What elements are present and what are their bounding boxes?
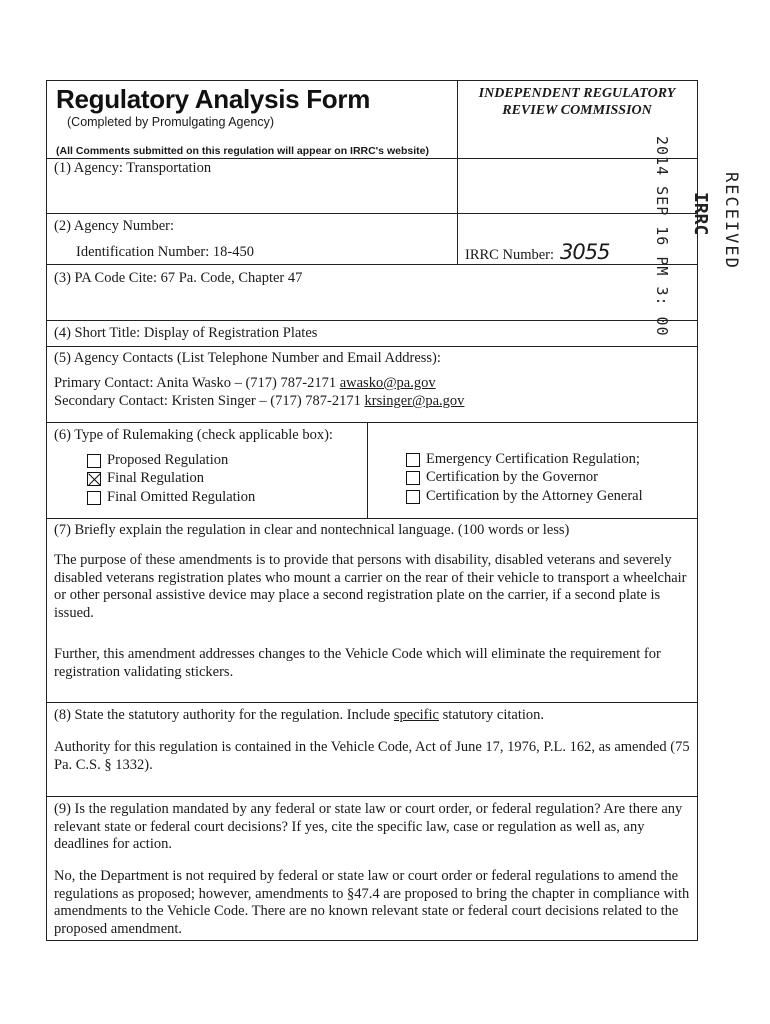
- irrc-number-label: IRRC Number:: [465, 247, 555, 263]
- rulemaking-heading: (6) Type of Rulemaking (check applicable box):: [54, 427, 333, 443]
- primary-contact: [54, 375, 436, 392]
- option-certification-governor[interactable]: [406, 469, 598, 486]
- checkbox-emergency[interactable]: [406, 453, 420, 467]
- agency-field: (1) Agency: Transportation: [54, 160, 212, 176]
- section-7-paragraph-1: The purpose of these amendments is to provide that persons with disability, disabled veterans and severely disabled veterans registration plates who mount a carrier on the rear of their vehicle to transport a wheelchair or other personal assistive device may place a second registration plate on the carrier, if a second plate is issued.: [54, 552, 687, 621]
- agency-row: [47, 159, 697, 214]
- irrc-stamp: IRRC: [690, 192, 711, 236]
- pa-code-row: [47, 265, 697, 321]
- option-label: Proposed Regulation: [107, 452, 229, 468]
- secondary-contact: [54, 393, 464, 410]
- pa-code-cite: (3) PA Code Cite: 67 Pa. Code, Chapter 47: [54, 270, 303, 286]
- primary-email-link[interactable]: awasko@pa.gov: [339, 375, 436, 391]
- rulemaking-row: [47, 423, 697, 519]
- option-label: Final Regulation: [107, 470, 205, 486]
- checkbox-attorney-general[interactable]: [406, 490, 420, 504]
- contacts-heading: (5) Agency Contacts (List Telephone Number and Email Address):: [54, 350, 441, 366]
- identification-number: Identification Number: 18-450: [76, 244, 254, 260]
- section-7-paragraph-2: Further, this amendment addresses changes to the Vehicle Code which will eliminate the requirement for registration validating stickers.: [54, 646, 661, 680]
- checkbox-final-checked[interactable]: [87, 472, 101, 486]
- regulatory-analysis-form: [46, 80, 698, 941]
- commission-title-line2: REVIEW COMMISSION: [502, 103, 652, 118]
- section-8-heading-emphasis: specific: [393, 707, 439, 723]
- agency-number-row: [47, 214, 697, 265]
- commission-title-line1: INDEPENDENT REGULATORY: [478, 86, 676, 101]
- short-title-row: [47, 321, 697, 347]
- section-7-row: [47, 519, 697, 703]
- checkbox-final-omitted[interactable]: [87, 491, 101, 505]
- option-label: Final Omitted Regulation: [107, 489, 256, 505]
- option-emergency-certification[interactable]: [406, 451, 640, 468]
- rulemaking-divider: [367, 423, 368, 518]
- irrc-number-value: 3055: [560, 240, 610, 264]
- option-label: Certification by the Attorney General: [426, 488, 643, 504]
- section-9-paragraph: No, the Department is not required by federal or state law or court order or federal regulations to amend the regulations as proposed; however, amendments to §47.4 are proposed to bring the chapter in compliance with amendments to the Vehicle Code. There are no known relevant state or federal court decisions related to the proposed amendment.: [54, 868, 690, 937]
- section-8-row: [47, 703, 697, 797]
- form-subtitle: (Completed by Promulgating Agency): [67, 115, 275, 129]
- option-final-regulation[interactable]: [87, 470, 204, 487]
- form-header-left: [47, 81, 458, 159]
- received-date-stamp: 2014 SEP 16 PM 3: 00: [653, 136, 671, 337]
- irrc-divider: [457, 214, 458, 264]
- section-8-heading-text: (8) State the statutory authority for the regulation. Include: [54, 707, 394, 723]
- option-final-omitted[interactable]: [87, 489, 255, 506]
- comments-note: (All Comments submitted on this regulation will appear on IRRC's website): [56, 145, 429, 157]
- section-8-paragraph: Authority for this regulation is contained in the Vehicle Code, Act of June 17, 1976, P.L. 162, as amended (75 Pa. C.S. § 1332).: [54, 739, 690, 773]
- short-title: (4) Short Title: Display of Registration Plates: [54, 325, 318, 341]
- section-9-row: [47, 797, 697, 941]
- agency-number-label: (2) Agency Number:: [54, 218, 174, 234]
- section-7-heading: (7) Briefly explain the regulation in clear and nontechnical language. (100 words or less): [54, 522, 570, 538]
- checkbox-governor[interactable]: [406, 471, 420, 485]
- option-proposed-regulation[interactable]: [87, 452, 228, 469]
- contacts-row: [47, 347, 697, 423]
- form-header: [47, 81, 697, 159]
- option-certification-attorney-general[interactable]: [406, 488, 643, 505]
- section-8-heading-tail: statutory citation.: [438, 707, 545, 723]
- checkbox-proposed[interactable]: [87, 454, 101, 468]
- commission-title: [457, 85, 697, 119]
- option-label: Emergency Certification Regulation;: [426, 451, 640, 467]
- received-stamp: RECEIVED: [721, 172, 741, 270]
- form-title: Regulatory Analysis Form: [56, 84, 371, 114]
- irrc-number: [465, 240, 609, 264]
- option-label: Certification by the Governor: [426, 469, 598, 485]
- section-8-heading: [54, 707, 544, 724]
- section-9-heading: (9) Is the regulation mandated by any federal or state law or court order, or federal regulation? Are there any relevant state or federal court decisions? If yes, cite the specific law, case or regulation as well as, any deadlines for action.: [54, 801, 683, 852]
- secondary-contact-text: Secondary Contact: Kristen Singer – (717) 787-2171: [54, 393, 365, 409]
- primary-contact-text: Primary Contact: Anita Wasko – (717) 787-2171: [54, 375, 340, 391]
- secondary-email-link[interactable]: krsinger@pa.gov: [364, 393, 465, 409]
- agency-divider: [457, 159, 458, 213]
